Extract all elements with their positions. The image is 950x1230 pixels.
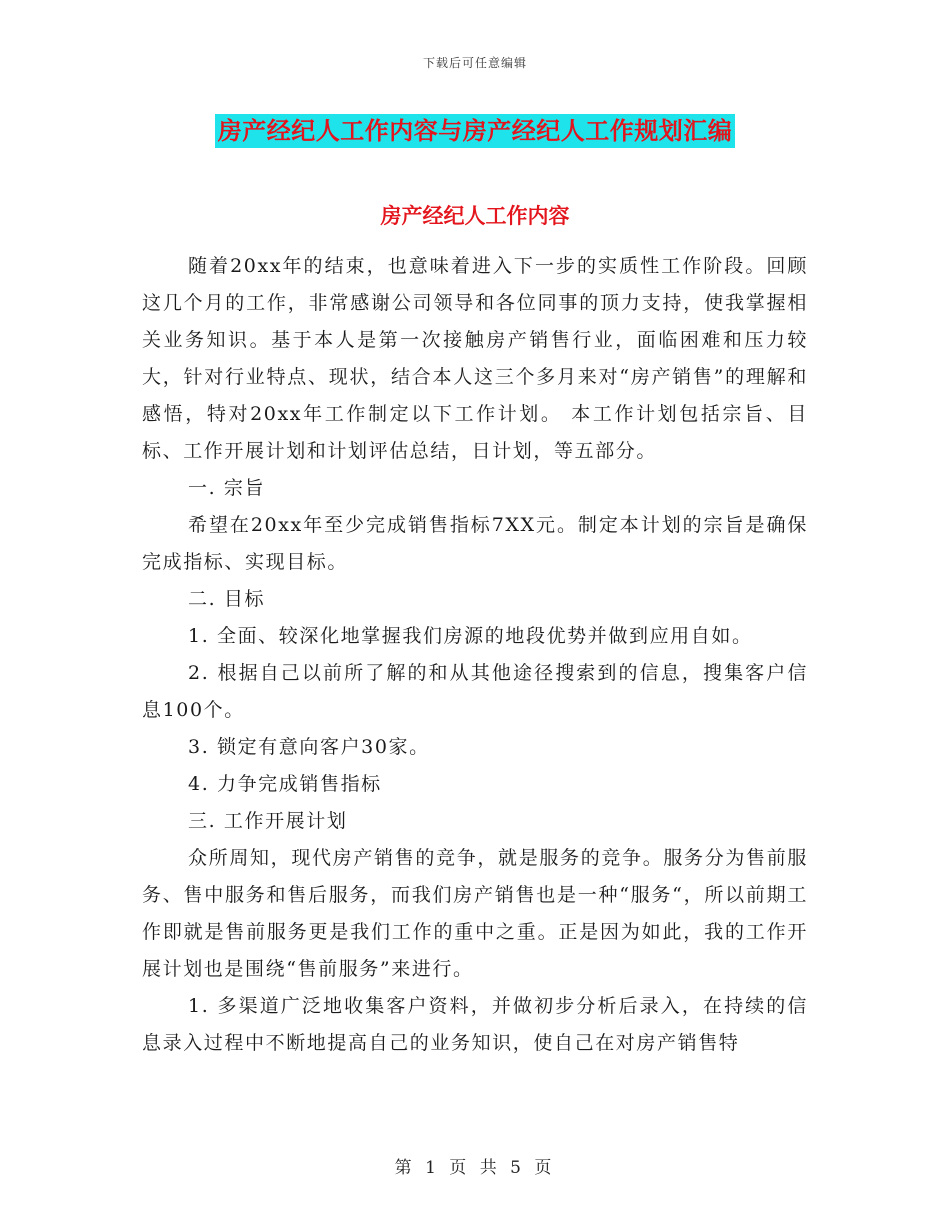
heading-work-plan: 三. 工作开展计划: [188, 810, 348, 832]
paragraph-work-plan: 众所周知，现代房产销售的竞争，就是服务的竞争。服务分为售前服务、售中服务和售后服务，而我们房产销售也是一种“服务“，所以前期工作即就是售前服务更是我们工作的重中之重。正是因为如此，我的工作开展计划也是围绕“售前服务”来进行。: [142, 847, 808, 980]
work-plan-item-1: 1. 多渠道广泛地收集客户资料，并做初步分析后录入，在持续的信息录入过程中不断地提高自己的业务知识，使自己在对房产销售特: [142, 995, 808, 1054]
goal-item-2: 2. 根据自己以前所了解的和从其他途径搜索到的信息，搜集客户信息100个。: [142, 662, 808, 721]
goal-item-3: 3. 锁定有意向客户30家。: [188, 736, 430, 758]
document-body: [142, 248, 808, 1062]
heading-goals: 二. 目标: [188, 588, 266, 610]
document-title: [0, 114, 950, 148]
heading-purpose: 一. 宗旨: [188, 477, 266, 499]
page-footer: 第 1 页 共 5 页: [394, 1158, 556, 1178]
paragraph-purpose: 希望在20xx年至少完成销售指标7XX元。制定本计划的宗旨是确保完成指标、实现目标。: [142, 514, 808, 573]
goal-item-1: 1. 全面、较深化地掌握我们房源的地段优势并做到应用自如。: [188, 625, 753, 647]
goal-item-4: 4. 力争完成销售指标: [188, 773, 382, 795]
section-title: 房产经纪人工作内容: [380, 204, 570, 228]
header-note: 下载后可任意编辑: [422, 56, 527, 70]
paragraph-intro: 随着20xx年的结束，也意味着进入下一步的实质性工作阶段。回顾这几个月的工作，非常感谢公司领导和各位同事的顶力支持，使我掌握相关业务知识。基于本人是第一次接触房产销售行业，面临困难和压力较大，针对行业特点、现状，结合本人这三个多月来对“房产销售”的理解和感悟，特对20xx年工作制定以下工作计划。 本工作计划包括宗旨、目标、工作开展计划和计划评估总结，日计划，等五部分。: [142, 255, 808, 462]
document-title-text: 房产经纪人工作内容与房产经纪人工作规划汇编: [215, 114, 736, 148]
